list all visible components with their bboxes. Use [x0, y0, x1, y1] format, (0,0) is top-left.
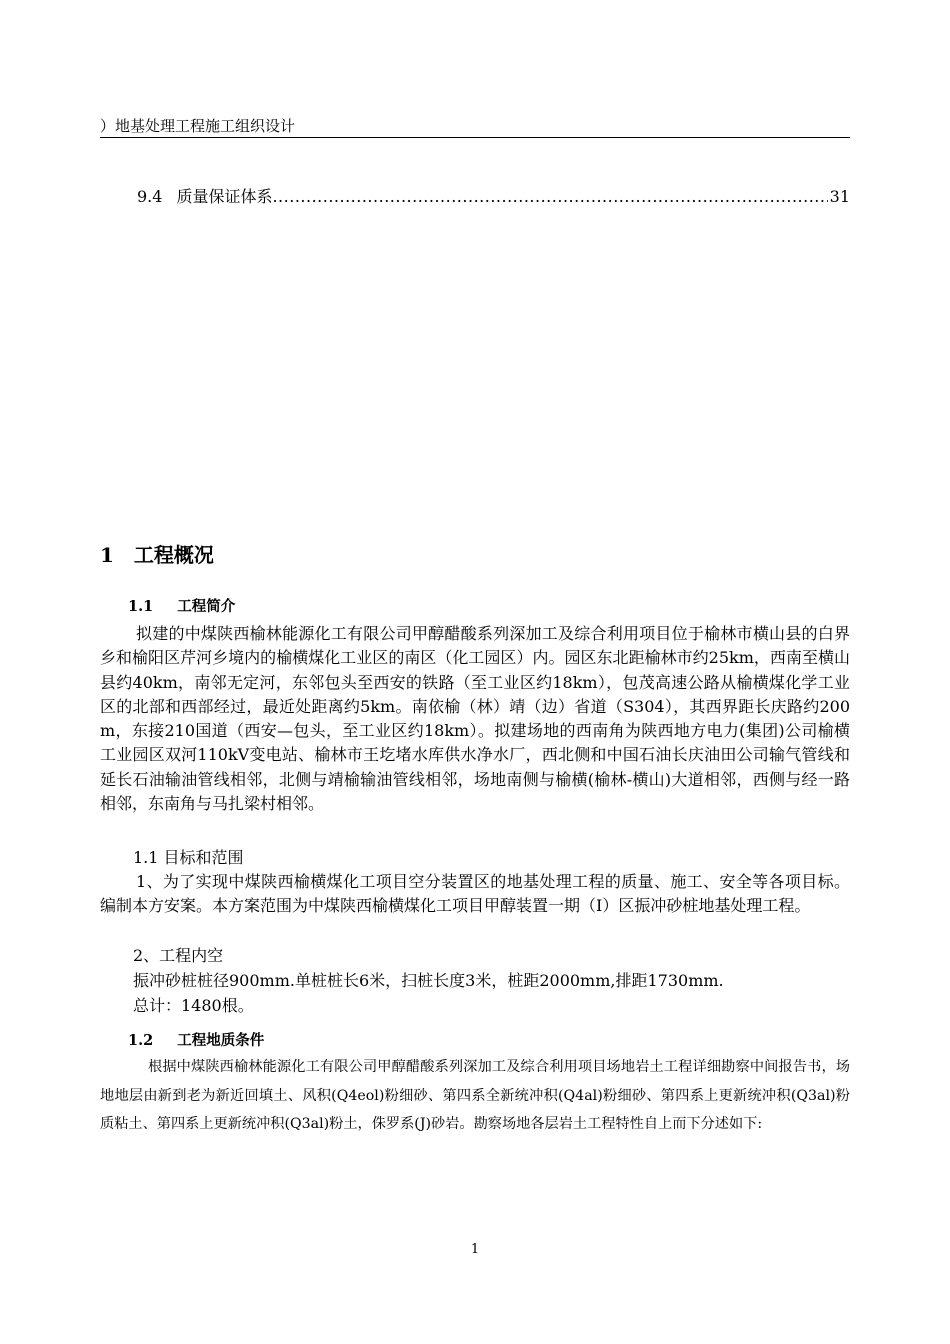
toc-dot-leader — [272, 186, 827, 208]
toc-entry-title: 质量保证体系 — [176, 187, 273, 206]
subsection-number: 1.1 — [128, 598, 154, 615]
subsection-number: 1.2 — [128, 1032, 154, 1049]
subsection-heading — [128, 1031, 264, 1051]
subsection-heading — [128, 597, 235, 617]
toc-entry-page: 31 — [829, 187, 850, 206]
scope-line-total: 总计：1480根。 — [133, 996, 254, 1015]
section-title: 工程概况 — [133, 543, 214, 567]
toc-entry[interactable] — [137, 186, 850, 208]
scope-heading: 2、工程内空 — [133, 946, 224, 965]
project-intro-paragraph: 拟建的中煤陕西榆林能源化工有限公司甲醇醋酸系列深加工及综合利用项目位于榆林市横山县的白界乡和榆阳区芹河乡境内的榆横煤化工业区的南区（化工园区）内。园区东北距榆林市约25km，西南至横山县约40km，南邻无定河，东邻包头至西安的铁路（至工业区约18km），包茂高速公路从榆横煤化学工业区的北部和西部经过，最近处距离约5km。南依榆（林）靖（边）省道（S304），其西界距长庆路约200m，东接210国道（西安—包头，至工业区约18km）。拟建场地的西南角为陕西地方电力(集团)公司榆横工业园区双河110kV变电站、榆林市王圪堵水库供水净水厂，西北侧和中国石油长庆油田公司输气管线和延长石油输油管线相邻，北侧与靖榆输油管线相邻，场地南侧与榆横(榆林-横山)大道相邻，西侧与经一路相邻，东南角与马扎梁村相邻。 — [100, 624, 850, 814]
scope-line-pile-spec: 振冲砂桩桩径900mm.单桩桩长6米，扫桩长度3米，桩距2000mm,排距1730mm. — [133, 971, 724, 990]
subsection-title: 工程简介 — [177, 599, 236, 615]
toc-entry-number: 9.4 — [137, 187, 163, 206]
subsection-title: 工程地质条件 — [177, 1033, 265, 1049]
running-header: ）地基处理工程施工组织设计 — [100, 117, 296, 135]
section-heading — [100, 541, 214, 569]
goal-heading: 1.1 目标和范围 — [133, 848, 244, 867]
section-number: 1 — [100, 543, 114, 567]
header-divider — [100, 137, 850, 138]
geology-paragraph: 根据中煤陕西榆林能源化工有限公司甲醇醋酸系列深加工及综合利用项目场地岩土工程详细勘察中间报告书，场地地层由新到老为新近回填土、风积(Q4eol)粉细砂、第四系全新统冲积(Q4al)粉细砂、第四系上更新统冲积(Q3al)粉质粘土、第四系上更新统冲积(Q3al)粉土，侏罗系(J)砂岩。勘察场地各层岩土工程特性自上而下分述如下: — [100, 1059, 850, 1132]
goal-paragraph: 1、为了实现中煤陕西榆横煤化工项目空分装置区的地基处理工程的质量、施工、安全等各项目标。编制本方安案。本方案范围为中煤陕西榆横煤化工项目甲醇装置一期（I）区振冲砂桩地基处理工程。 — [100, 872, 850, 916]
page-number: 1 — [470, 1242, 480, 1257]
